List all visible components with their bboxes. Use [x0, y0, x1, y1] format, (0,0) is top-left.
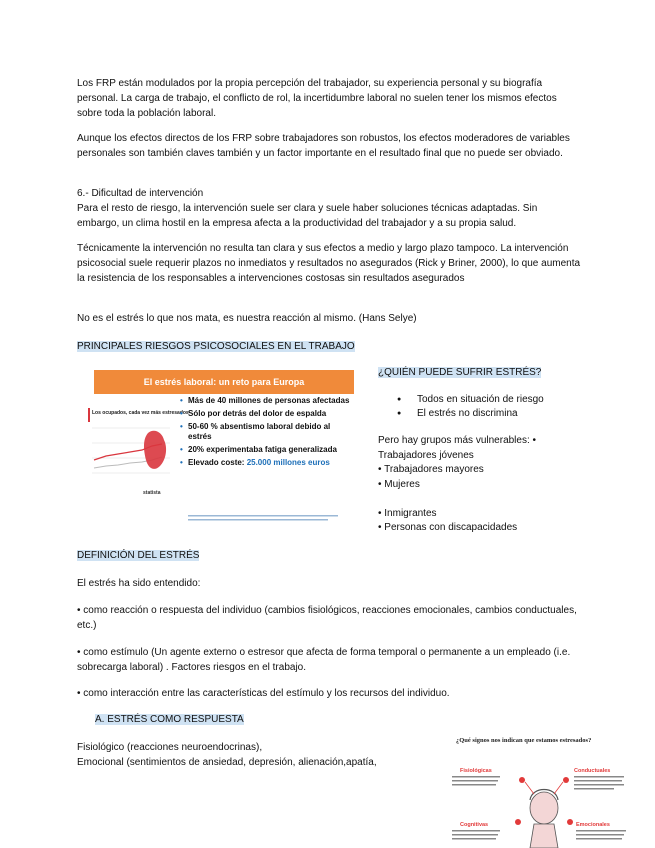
- definicion-interaccion: • como interacción entre las características del estímulo y los recursos del individuo.: [77, 688, 450, 699]
- stress-signs-illustration: [446, 730, 641, 848]
- infographic-bullet: • 20% experimentaba fatiga generalizada: [180, 445, 355, 455]
- chart-accent-bar: [88, 408, 90, 422]
- cost-value: 25.000 millones euros: [246, 458, 330, 467]
- stress-infographic: [88, 368, 358, 528]
- grupo-mayores: • Trabajadores mayores: [378, 464, 484, 475]
- grupo-jovenes: Trabajadores jóvenes: [378, 450, 474, 461]
- respuesta-emocional: Emocional (sentimientos de ansiedad, depresión, alienación,apatía,: [77, 757, 377, 768]
- paragraph-intervencion: Para el resto de riesgo, la intervención suele ser clara y suele haber soluciones técnicas adaptadas. Sin embargo, un clima hostil en la empresa afecta a la productividad del trabajador y a su propia salud.: [77, 203, 538, 229]
- infographic-bullet: • 50-60 % absentismo laboral debido al estrés: [180, 422, 355, 442]
- statista-logo: statista: [143, 490, 161, 496]
- infographic-footnote: [188, 514, 348, 522]
- stress-trend-chart: [88, 408, 189, 498]
- paragraph-frp-efectos: Aunque los efectos directos de los FRP sobre trabajadores son robustos, los efectos moderadores de variables personales son también claves también y un factor importante en el resultado final que no puede ser obviado.: [77, 133, 570, 159]
- quien-dot-item: ● El estrés no discrimina: [395, 407, 544, 421]
- grupo-discapacidades: • Personas con discapacidades: [378, 522, 518, 533]
- infographic-bullet: • Sólo por detrás del dolor de espalda: [180, 409, 355, 419]
- infographic-bullet-cost: [180, 458, 355, 468]
- heading-estres-respuesta: A. ESTRÉS COMO RESPUESTA: [95, 714, 244, 725]
- chart-title: Los ocupados, cada vez más estresados: [92, 410, 189, 416]
- heading-definicion-estres: DEFINICIÓN DEL ESTRÉS: [77, 550, 200, 561]
- heading-dificultad: 6.- Dificultad de intervención: [77, 188, 204, 199]
- quien-dot-list: [395, 393, 544, 421]
- definicion-reaccion: • como reacción o respuesta del individuo (cambios fisiológicos, reacciones emocionales, cambios conductuales, etc.): [77, 605, 577, 631]
- paragraph-frp-percepcion: Los FRP están modulados por la propia percepción del trabajador, su experiencia personal y su biografía personal. La carga de trabajo, el conflicto de rol, la incertidumbre laboral no suelen tener los mismos efectos sobre toda la población laboral.: [77, 78, 557, 119]
- infographic-bullet-list: [180, 396, 355, 471]
- definicion-estimulo: • como estímulo (Un agente externo o estresor que afecta de forma temporal o permanente a un empleado (i.e. sobrecarga laboral) . Factores riesgos en el trabajo.: [77, 647, 571, 673]
- infographic-banner: El estrés laboral: un reto para Europa: [94, 370, 354, 394]
- illustration-title-line: ¿Qué signos nos indican que estamos estresados?: [456, 737, 592, 744]
- label-fisiologicas: Fisiológicas: [460, 768, 492, 774]
- label-emocionales: Emocionales: [576, 822, 610, 828]
- respuesta-fisiologico: Fisiológico (reacciones neuroendocrinas),: [77, 742, 263, 753]
- infographic-bullet: • Más de 40 millones de personas afectadas: [180, 396, 355, 406]
- section-principales-riesgos: PRINCIPALES RIESGOS PSICOSOCIALES EN EL TRABAJO: [77, 341, 355, 352]
- sign-dot-icon: [519, 777, 525, 783]
- grupo-inmigrantes: • Inmigrantes: [378, 508, 437, 519]
- person-body-shape: [530, 824, 558, 848]
- sign-dot-icon: [563, 777, 569, 783]
- cost-label: Elevado coste:: [188, 458, 247, 467]
- label-cognitivas: Cognitivas: [460, 822, 489, 828]
- heading-quien-puede: ¿QUIÉN PUEDE SUFRIR ESTRÉS?: [378, 367, 542, 378]
- sign-dot-icon: [567, 819, 573, 825]
- sign-dot-icon: [515, 819, 521, 825]
- quote-hans-selye: No es el estrés lo que nos mata, es nuestra reacción al mismo. (Hans Selye): [77, 313, 417, 324]
- label-conductuales: Conductuales: [574, 768, 611, 774]
- grupo-mujeres: • Mujeres: [378, 479, 420, 490]
- person-head-shape: [530, 792, 558, 824]
- paragraph-tecnicamente: Técnicamente la intervención no resulta tan clara y sus efectos a medio y largo plazo tampoco. La intervención psicosocial suele requerir plazos no inmediatos y resultados no asegurados (Rick y Briner, 2000), lo que aumenta la resistencia de los responsables a intervenciones costosas sin resultados asegurados: [77, 243, 581, 284]
- grupos-intro: Pero hay grupos más vulnerables: •: [378, 435, 537, 446]
- quien-dot-item: ● Todos en situación de riesgo: [395, 393, 544, 407]
- definicion-intro: El estrés ha sido entendido:: [77, 578, 201, 589]
